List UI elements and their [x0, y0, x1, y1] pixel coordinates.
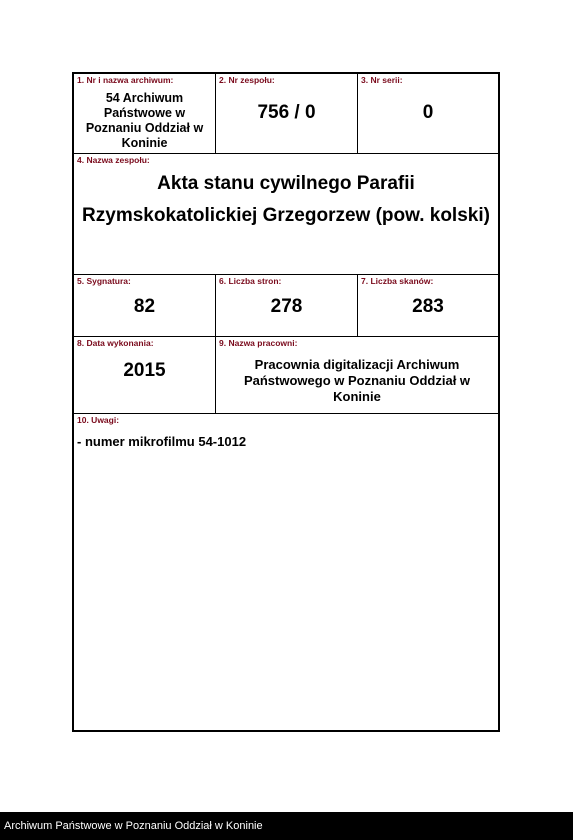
fonds-name-line2: Rzymskokatolickiej Grzegorzew (pow. kolski) — [82, 205, 490, 226]
date-label: 8. Data wykonania: — [77, 338, 154, 348]
cell-series-no — [358, 74, 498, 153]
cell-date — [74, 337, 216, 413]
fonds-no-value: 756 / 0 — [257, 102, 316, 123]
series-no-value: 0 — [422, 102, 434, 123]
archive-label: 1. Nr i nazwa archiwum: — [77, 75, 174, 85]
cell-remarks — [74, 414, 498, 730]
remarks-label: 10. Uwagi: — [77, 415, 120, 425]
scans-value: 283 — [412, 296, 444, 317]
fonds-name-line1: Akta stanu cywilnego Parafii — [157, 173, 415, 194]
row-remarks — [74, 414, 498, 730]
series-no-label: 3. Nr serii: — [361, 75, 403, 85]
cell-pages — [216, 275, 358, 336]
signature-value: 82 — [133, 296, 156, 317]
studio-value: Pracownia digitalizacji Archiwum Państwowego w Poznaniu Oddział w Koninie — [243, 357, 471, 404]
scans-label: 7. Liczba skanów: — [361, 276, 434, 286]
row-fonds-name — [74, 154, 498, 275]
fonds-no-label: 2. Nr zespołu: — [219, 75, 275, 85]
studio-label: 9. Nazwa pracowni: — [219, 338, 298, 348]
pages-label: 6. Liczba stron: — [219, 276, 282, 286]
remarks-value: - numer mikrofilmu 54-1012 — [77, 434, 247, 449]
archive-value: 54 Archiwum Państwowe w Poznaniu Oddział w Koninie — [85, 90, 204, 150]
row-counts — [74, 275, 498, 337]
cell-signature — [74, 275, 216, 336]
cell-fonds-no — [216, 74, 358, 153]
cell-fonds-name — [74, 154, 498, 274]
cell-archive — [74, 74, 216, 153]
row-archive — [74, 74, 498, 154]
cell-scans — [358, 275, 498, 336]
row-date-studio — [74, 337, 498, 414]
signature-label: 5. Sygnatura: — [77, 276, 131, 286]
cell-studio — [216, 337, 498, 413]
footer-text: Archiwum Państwowe w Poznaniu Oddział w Koninie — [4, 820, 263, 832]
date-value: 2015 — [123, 360, 166, 381]
fonds-name-label: 4. Nazwa zespołu: — [77, 155, 150, 165]
footer-bar — [0, 812, 573, 840]
pages-value: 278 — [270, 296, 303, 317]
metadata-card — [72, 72, 500, 732]
